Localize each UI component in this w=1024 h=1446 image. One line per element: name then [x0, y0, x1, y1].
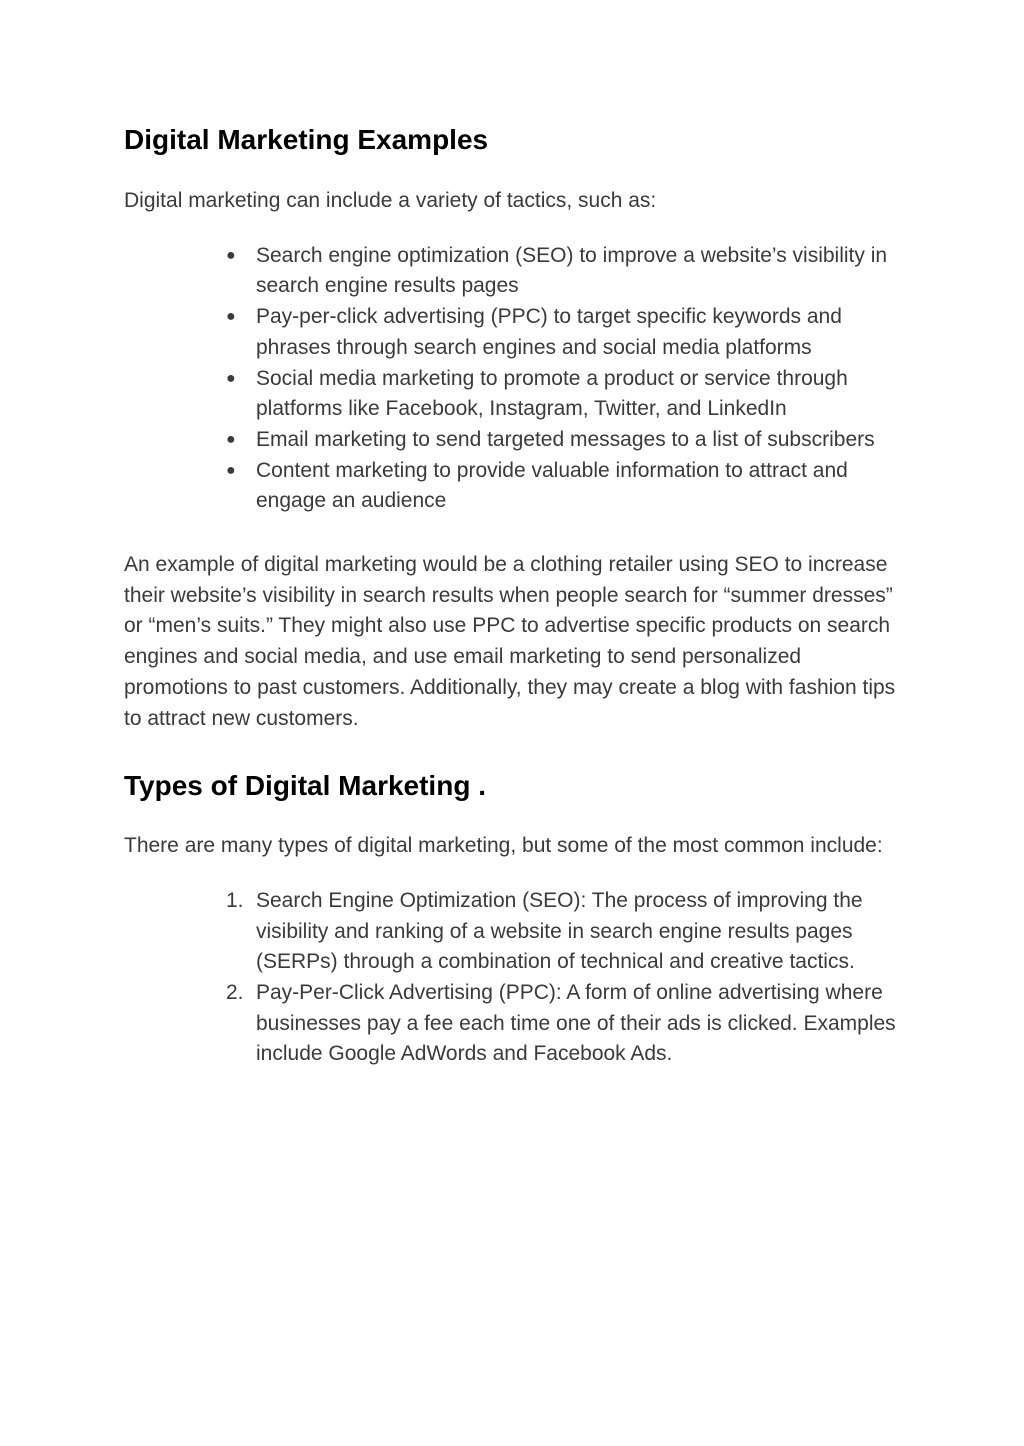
list-item [124, 364, 896, 425]
types-numbered-list [124, 886, 904, 1070]
list-item-text: Content marketing to provide valuable information to attract and engage an audience [256, 458, 848, 513]
bullet-icon: ● [226, 246, 236, 264]
list-item-text: Pay-per-click advertising (PPC) to target specific keywords and phrases through search engines and social media platforms [256, 305, 842, 359]
bullet-icon: ● [226, 461, 236, 479]
list-item [124, 302, 896, 363]
list-item [124, 886, 896, 978]
list-item-text: Search Engine Optimization (SEO): The process of improving the visibility and ranking of a website in search engine results pages (SERPs) through a combination of technical and creative tactics. [256, 888, 863, 974]
list-item [124, 456, 896, 517]
section-heading-examples: Digital Marketing Examples [124, 124, 489, 155]
document-page [124, 120, 904, 1070]
example-paragraph: An example of digital marketing would be a clothing retailer using SEO to increase their website’s visibility in search results when people search for “summer dresses” or “men’s suits.” They might also use PPC to advertise specific products on search engines and social media, and use email marketing to send personalized promotions to past customers. Additionally, they may create a blog with fashion tips to attract new customers. [124, 553, 896, 730]
tactics-bullet-list [124, 241, 904, 517]
section-heading-types: Types of Digital Marketing . [124, 770, 486, 802]
examples-intro-paragraph: Digital marketing can include a variety of tactics, such as: [124, 189, 657, 212]
bullet-icon: ● [226, 430, 236, 448]
list-item-text: Pay-Per-Click Advertising (PPC): A form of online advertising where businesses pay a fee each time one of their ads is clicked. Examples include Google AdWords and Facebook Ads. [256, 981, 896, 1066]
list-number: 1. [226, 888, 244, 912]
types-intro-paragraph: There are many types of digital marketing, but some of the most common include: [124, 834, 883, 858]
list-number: 2. [226, 981, 244, 1005]
list-item [124, 978, 896, 1070]
list-item [124, 425, 896, 456]
list-item-text: Email marketing to send targeted messages to a list of subscribers [256, 427, 875, 451]
list-item-text: Search engine optimization (SEO) to improve a website’s visibility in search engine results pages [256, 243, 888, 298]
list-item [124, 241, 896, 302]
list-item-text: Social media marketing to promote a product or service through platforms like Facebook, Instagram, Twitter, and LinkedIn [256, 366, 848, 421]
bullet-icon: ● [226, 369, 236, 387]
bullet-icon: ● [226, 308, 236, 326]
